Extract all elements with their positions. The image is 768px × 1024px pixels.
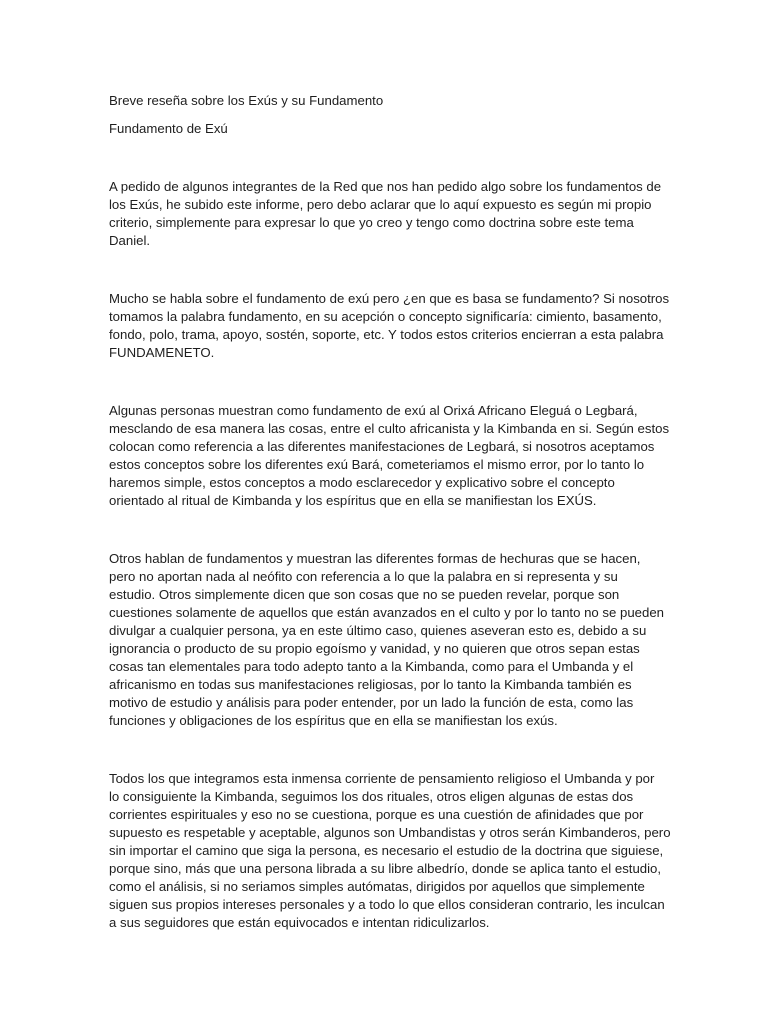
paragraph-line: ignorancia o producto de su propio egoísmo y vanidad, y no quieren que otros sepan estas bbox=[109, 641, 640, 656]
paragraph-line: haremos simple, estos conceptos a modo esclarecedor y explicativo sobre el concepto bbox=[109, 475, 615, 490]
paragraph-line: como el análisis, si no seriamos simples autómatas, dirigidos por aquellos que simplemente bbox=[109, 879, 645, 894]
paragraph-line: orientado al ritual de Kimbanda y los espíritus que en ella se manifiestan los EXÚS. bbox=[109, 493, 597, 508]
paragraph-line: mesclando de esa manera las cosas, entre el culto africanista y la Kimbanda en si. Según estos bbox=[109, 421, 670, 436]
paragraph bbox=[109, 770, 672, 932]
document-subtitle: Fundamento de Exú bbox=[109, 121, 228, 136]
paragraph bbox=[109, 550, 672, 730]
paragraph-line: siguen sus propios intereses personales y a todo lo que ellos consideran contrario, les inculcan bbox=[109, 897, 665, 912]
paragraph-line: supuesto es respetable y aceptable, algunos son Umbandistas y otros serán Kimbanderos, pero bbox=[109, 825, 671, 840]
paragraph-line: cuestiones solamente de aquellos que están avanzados en el culto y por lo tanto no se pueden bbox=[109, 605, 664, 620]
paragraph bbox=[109, 290, 672, 362]
paragraph-line: pero no aportan nada al neófito con referencia a lo que la palabra en si representa y su bbox=[109, 569, 618, 584]
paragraph-line: estudio. Otros simplemente dicen que son cosas que no se pueden revelar, porque son bbox=[109, 587, 620, 602]
paragraph-line: africanismo en todas sus manifestaciones religiosas, por lo tanto la Kimbanda también es bbox=[109, 677, 632, 692]
paragraph-line: motivo de estudio y análisis para poder entender, por un lado la función de esta, como las bbox=[109, 695, 634, 710]
paragraph-line: corrientes espirituales y eso no se cuestiona, porque es una cuestión de afinidades que por bbox=[109, 807, 644, 822]
paragraph-line: a sus seguidores que están equivocados e intentan ridiculizarlos. bbox=[109, 915, 490, 930]
paragraph bbox=[109, 402, 672, 510]
paragraph bbox=[109, 178, 672, 250]
paragraph-line: sin importar el camino que siga la persona, es necesario el estudio de la doctrina que siguiese, bbox=[109, 843, 664, 858]
paragraph-line: fondo, polo, trama, apoyo, sostén, soporte, etc. Y todos estos criterios encierran a esta palabra bbox=[109, 327, 664, 342]
paragraph-line: funciones y obligaciones de los espíritus que en ella se manifiestan los exús. bbox=[109, 713, 558, 728]
document-title: Breve reseña sobre los Exús y su Fundamento bbox=[109, 93, 384, 108]
paragraph-line: criterio, simplemente para expresar lo que yo creo y tengo como doctrina sobre este tema bbox=[109, 215, 634, 230]
paragraph-line: Mucho se habla sobre el fundamento de exú pero ¿en que es basa se fundamento? Si nosotros bbox=[109, 291, 670, 306]
paragraph-line: lo consiguiente la Kimbanda, seguimos los dos rituales, otros eligen algunas de estas dos bbox=[109, 789, 634, 804]
paragraph-line: A pedido de algunos integrantes de la Red que nos han pedido algo sobre los fundamentos de bbox=[109, 179, 662, 194]
paragraph-line: cosas tan elementales para todo adepto tanto a la Kimbanda, como para el Umbanda y el bbox=[109, 659, 634, 674]
document-body bbox=[109, 178, 672, 932]
paragraph-line: los Exús, he subido este informe, pero debo aclarar que lo aquí expuesto es según mi propio bbox=[109, 197, 652, 212]
paragraph-line: tomamos la palabra fundamento, en su acepción o concepto significaría: cimiento, basamento, bbox=[109, 309, 662, 324]
paragraph-line: Todos los que integramos esta inmensa corriente de pensamiento religioso el Umbanda y por bbox=[109, 771, 655, 786]
paragraph-line: Otros hablan de fundamentos y muestran las diferentes formas de hechuras que se hacen, bbox=[109, 551, 641, 566]
paragraph-line: estos conceptos sobre los diferentes exú Bará, cometeriamos el mismo error, por lo tanto lo bbox=[109, 457, 645, 472]
paragraph-line: Algunas personas muestran como fundamento de exú al Orixá Africano Eleguá o Legbará, bbox=[109, 403, 638, 418]
paragraph-line: Daniel. bbox=[109, 233, 151, 248]
paragraph-line: colocan como referencia a las diferentes manifestaciones de Legbará, si nosotros aceptamos bbox=[109, 439, 655, 454]
paragraph-line: FUNDAMENETO. bbox=[109, 345, 215, 360]
paragraph-line: divulgar a cualquier persona, ya en este último caso, quienes aseveran esto es, debido a su bbox=[109, 623, 647, 638]
paragraph-line: porque sino, más que una persona librada a su libre albedrío, donde se aplica tanto el estudio, bbox=[109, 861, 662, 876]
